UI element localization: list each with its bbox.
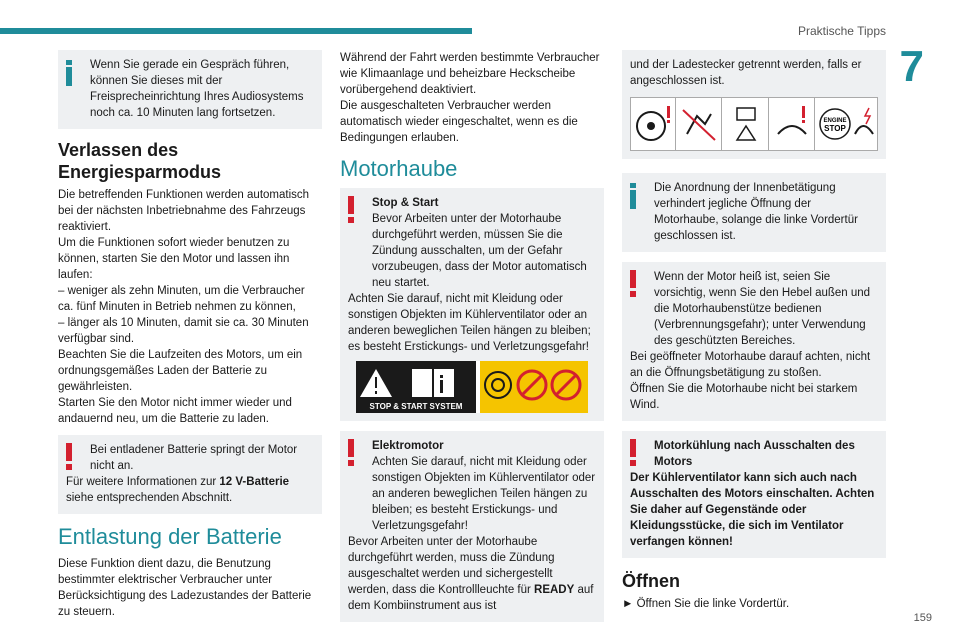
- fan-warning-icon: [631, 98, 676, 150]
- intro-paragraph-2: Die ausgeschalteten Verbraucher werden automatisch wieder eingeschaltet, wenn es die Bedingungen erlauben.: [340, 100, 578, 144]
- cooling-title: Motorkühlung nach Ausschalten des Motors: [654, 440, 855, 468]
- entlastung-paragraph: Diese Funktion dient dazu, die Benutzung bestimmter elektrischer Verbraucher unter Berücksichtigung des Ladezustandes der Batterie zu steuern.: [58, 558, 312, 618]
- exit-paragraph-4: Starten Sie den Motor nicht immer wieder und andauernd neu, um die Batterie zu laden.: [58, 397, 292, 425]
- chapter-number: 7: [899, 42, 924, 91]
- manual-warning-icon: [724, 98, 769, 150]
- continued-box: [622, 50, 886, 159]
- exit-list-item-1: – weniger als zehn Minuten, um die Verbraucher ca. fünf Minuten in Betrieb nehmen zu können,: [58, 285, 305, 313]
- no-hands-icon: [678, 98, 723, 150]
- section-title: Praktische Tipps: [797, 24, 886, 38]
- warning-line-2: Für weitere Informationen zur 12 V-Batterie siehe entsprechenden Abschnitt.: [66, 476, 290, 504]
- info-box-hood-lock: [622, 173, 886, 252]
- battery-reference: 12 V-Batterie: [219, 476, 290, 488]
- oeffnen-step-1: ► Öffnen Sie die linke Vordertür.: [622, 598, 790, 610]
- hood-lock-text: Die Anordnung der Innenbetätigung verhindert jegliche Öffnung der Motorhaube, solange die linke Vordertür geschlossen ist.: [654, 182, 858, 242]
- info-icon: [628, 183, 638, 209]
- hot-engine-icon: [771, 98, 816, 150]
- column-1: [58, 50, 322, 620]
- engine-stop-icon: [817, 98, 877, 150]
- warning-icon: [347, 439, 355, 467]
- exit-paragraph-2: Um die Funktionen sofort wieder benutzen zu können, starten Sie den Motor und lassen ihn laufen:: [58, 237, 290, 281]
- elektromotor-title: Elektromotor: [372, 440, 444, 452]
- stop-start-pictogram: [348, 361, 596, 413]
- step-arrow-icon: ►: [622, 598, 637, 610]
- stop-start-paragraph-2: Achten Sie darauf, nicht mit Kleidung oder sonstigen Objekten im Kühlerventilator oder an anderen beweglichen Teilen hängen zu bleiben; es besteht Erstickungs- und Verletzungsgefahr!: [348, 293, 591, 353]
- warning-box-hot-engine: [622, 262, 886, 421]
- svg-text:STOP: STOP: [824, 124, 846, 133]
- info-icon: [64, 60, 74, 86]
- warning-box-elektromotor: [340, 431, 604, 622]
- warning-icon: [629, 270, 637, 298]
- exit-paragraph-1: Die betreffenden Funktionen werden automatisch bei der nächsten Inbetriebnahme des Fahrzeugs reaktiviert.: [58, 189, 310, 233]
- warning-box-cooling: [622, 431, 886, 558]
- heading-oeffnen: Öffnen: [622, 571, 680, 591]
- column-2: [340, 50, 604, 632]
- hot-engine-paragraph-3: Öffnen Sie die Motorhaube nicht bei starkem Wind.: [630, 383, 858, 411]
- continued-paragraph: und der Ladestecker getrennt werden, falls er angeschlossen ist.: [630, 59, 862, 87]
- info-box-freisprech: [58, 50, 322, 129]
- stop-start-paragraph-1: Bevor Arbeiten unter der Motorhaube durchgeführt werden, müssen Sie die Zündung ausschalten, um der Gefahr vorzubeugen, dass der Motor automatisch neu startet.: [372, 213, 587, 289]
- warning-box-stop-start: [340, 188, 604, 421]
- warning-icon: [347, 196, 355, 224]
- warning-line-1: Bei entladener Batterie springt der Motor nicht an.: [90, 444, 298, 472]
- warning-box-battery: [58, 435, 322, 514]
- hot-engine-paragraph-2: Bei geöffneter Motorhaube darauf achten, nicht an die Öffnungsbetätigung zu stoßen.: [630, 351, 871, 379]
- ready-indicator-text: READY: [534, 584, 575, 596]
- hood-warning-pictogram: [630, 97, 878, 151]
- exit-paragraph-3: Beachten Sie die Laufzeiten des Motors, um ein ordnungsgemäßes Laden der Batterie zu gewährleisten.: [58, 349, 303, 393]
- info-text: Wenn Sie gerade ein Gespräch führen, können Sie dieses mit der Freisprecheinrichtung Ihres Audiosystems noch ca. 10 Minuten lang fortsetzen.: [90, 59, 304, 119]
- heading-exit-energy-saving: Verlassen des Energiesparmodus: [58, 140, 222, 182]
- exit-list-item-2: – länger als 10 Minuten, damit sie ca. 30 Minuten verfügbar sind.: [58, 317, 309, 345]
- header-accent-bar: [0, 28, 472, 34]
- column-3: [622, 50, 886, 612]
- heading-entlastung: Entlastung der Batterie: [58, 524, 282, 549]
- heading-motorhaube: Motorhaube: [340, 156, 458, 181]
- stop-start-label-icon: [356, 361, 588, 413]
- elektromotor-paragraph-1: Achten Sie darauf, nicht mit Kleidung oder sonstigen Objekten im Kühlerventilator oder an anderen beweglichen Teilen hängen zu bleiben; es besteht Erstickungs- und Verletzungsgefahr!: [372, 456, 596, 532]
- hot-engine-paragraph-1: Wenn der Motor heiß ist, seien Sie vorsichtig, wenn Sie den Hebel außen und die Motorhaubenstütze bedienen (Verbrennungsgefahr); unter Verwendung des geschützten Bereiches.: [654, 271, 871, 347]
- stop-start-title: Stop & Start: [372, 197, 439, 209]
- svg-text:ENGINE: ENGINE: [823, 118, 847, 124]
- cooling-paragraph: Der Kühlerventilator kann sich auch nach Ausschalten des Motors einschalten. Achten Sie daher auf Gegenstände oder Kleidungsstücke, die sich im Ventilator verfangen können!: [630, 472, 875, 548]
- svg-text:STOP & START SYSTEM: STOP & START SYSTEM: [369, 402, 463, 411]
- page-number: 159: [913, 612, 932, 624]
- warning-icon: [629, 439, 637, 467]
- elektromotor-paragraph-2: Bevor Arbeiten unter der Motorhaube durchgeführt werden, muss die Zündung ausgeschaltet werden und sichergestellt werden, dass die Kontrollleuchte für READY auf dem Kombiinstrument aus ist: [348, 536, 594, 612]
- warning-icon: [65, 443, 73, 471]
- intro-paragraph-1: Während der Fahrt werden bestimmte Verbraucher wie Klimaanlage und beheizbare Heckscheibe vorübergehend deaktiviert.: [340, 52, 600, 96]
